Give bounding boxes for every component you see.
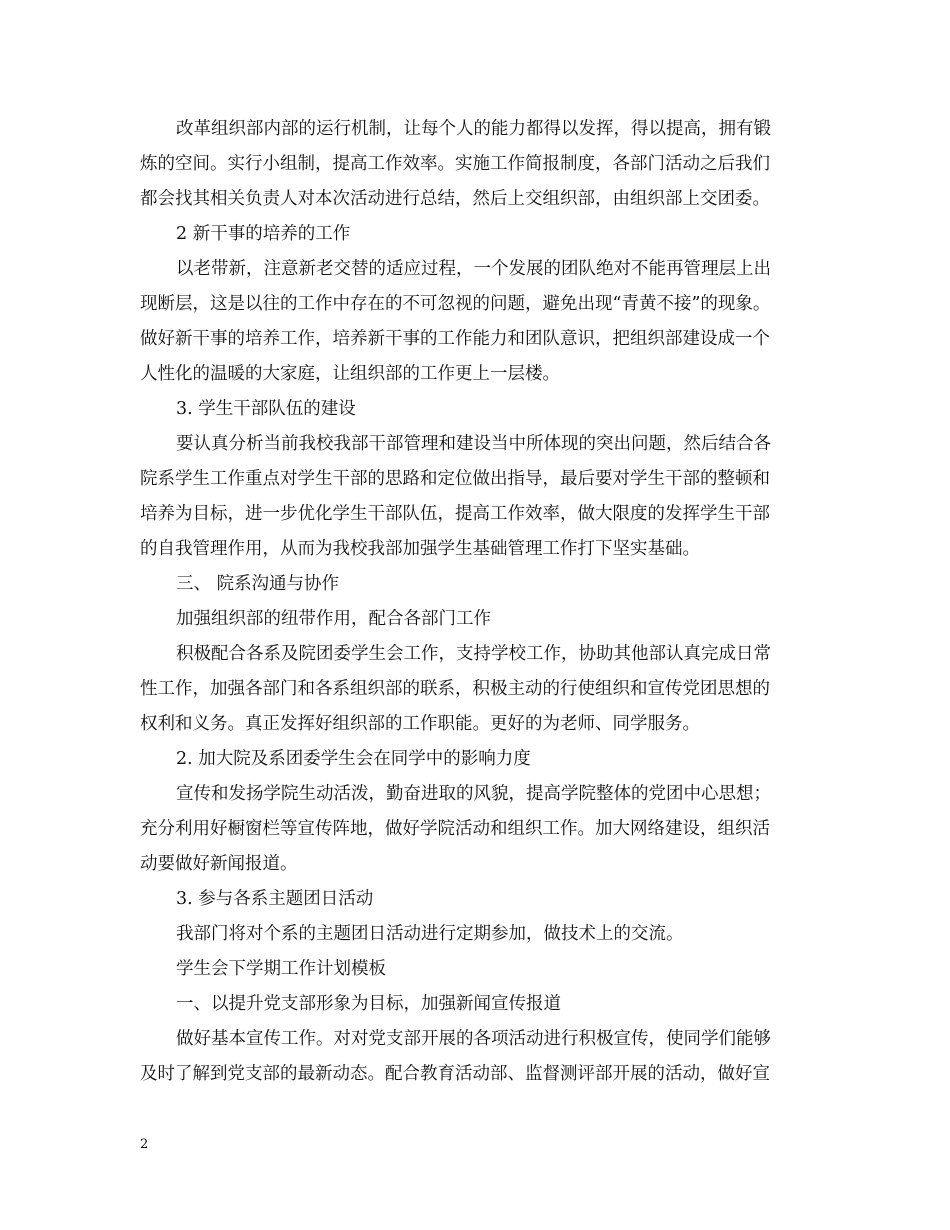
text-line: 一、以提升党支部形象为目标，加强新闻宣传报道 — [176, 994, 561, 1014]
text-line: 学生会下学期工作计划模板 — [176, 959, 386, 979]
text-line: 以老带新，注意新老交替的适应过程，一个发展的团队绝对不能再管理层上出 — [176, 259, 771, 279]
text-line: 的自我管理作用，从而为我校我部加强学生基础管理工作打下坚实基础。 — [140, 539, 700, 559]
text-line: 现断层，这是以往的工作中存在的不可忽视的问题，避免出现“青黄不接”的现象。 — [140, 294, 771, 314]
text-line: 3. 学生干部队伍的建设 — [176, 399, 356, 419]
text-line: 及时了解到党支部的最新动态。配合教育活动部、监督测评部开展的活动，做好宣 — [140, 1064, 770, 1084]
text-line: 做好基本宣传工作。对对党支部开展的各项活动进行积极宣传，使同学们能够 — [176, 1029, 771, 1049]
text-line: 性工作，加强各部门和各系组织部的联系，积极主动的行使组织和宣传党团思想的 — [140, 679, 770, 699]
text-line: 3. 参与各系主题团日活动 — [176, 889, 374, 909]
text-line: 充分利用好橱窗栏等宣传阵地，做好学院活动和组织工作。加大网络建设，组织活 — [140, 819, 770, 839]
text-line: 2. 加大院及系团委学生会在同学中的影响力度 — [176, 749, 531, 769]
text-line: 动要做好新闻报道。 — [140, 854, 298, 874]
text-line: 炼的空间。实行小组制，提高工作效率。实施工作简报制度，各部门活动之后我们 — [140, 154, 770, 174]
text-line: 都会找其相关负责人对本次活动进行总结，然后上交组织部，由组织部上交团委。 — [140, 189, 770, 209]
text-line: 做好新干事的培养工作，培养新干事的工作能力和团队意识，把组织部建设成一个 — [140, 329, 770, 349]
text-line: 培养为目标，进一步优化学生干部队伍，提高工作效率，做大限度的发挥学生干部 — [140, 504, 770, 524]
text-line: 加强组织部的纽带作用，配合各部门工作 — [176, 609, 491, 629]
document-body — [140, 112, 816, 1092]
text-line: 人性化的温暖的大家庭，让组织部的工作更上一层楼。 — [140, 364, 560, 384]
page-number: 2 — [140, 1137, 149, 1152]
text-line: 三、 院系沟通与协作 — [176, 574, 340, 594]
text-line: 要认真分析当前我校我部干部管理和建设当中所体现的突出问题，然后结合各 — [176, 434, 771, 454]
text-line: 权利和义务。真正发挥好组织部的工作职能。更好的为老师、同学服务。 — [140, 714, 700, 734]
text-line: 积极配合各系及院团委学生会工作，支持学校工作，协助其他部认真完成日常 — [176, 644, 771, 664]
text-line: 宣传和发扬学院生动活泼，勤奋进取的风貌，提高学院整体的党团中心思想； — [176, 784, 771, 804]
text-line: 院系学生工作重点对学生干部的思路和定位做出指导，最后要对学生干部的整顿和 — [140, 469, 770, 489]
text-line: 改革组织部内部的运行机制，让每个人的能力都得以发挥，得以提高，拥有锻 — [176, 119, 771, 139]
text-line: 2 新干事的培养的工作 — [176, 224, 351, 244]
text-line: 我部门将对个系的主题团日活动进行定期参加，做技术上的交流。 — [176, 924, 684, 944]
